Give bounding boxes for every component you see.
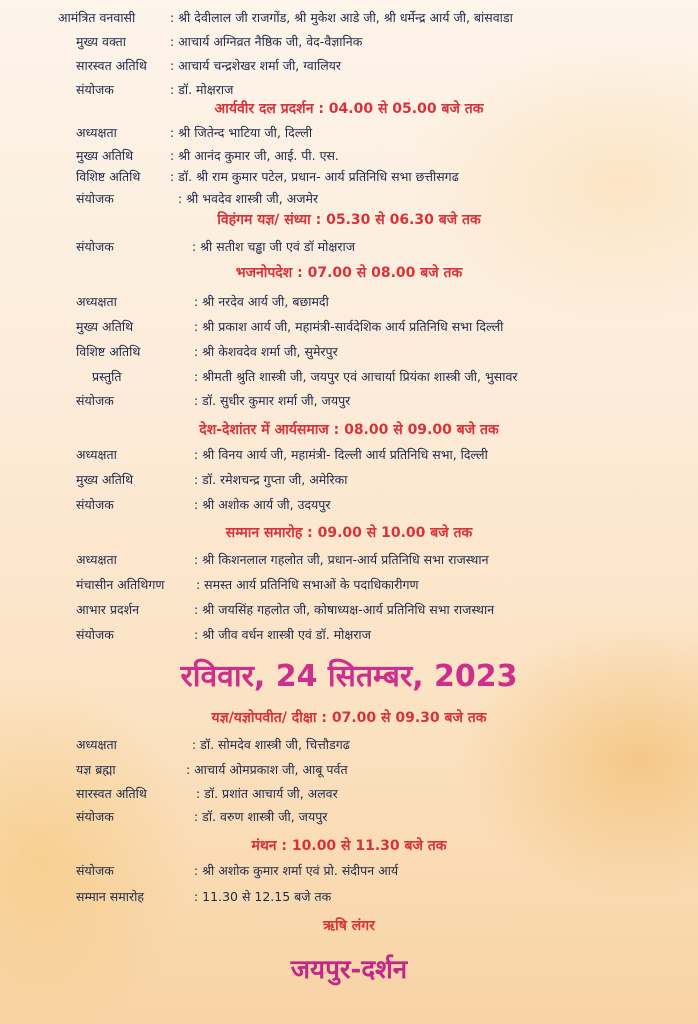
row-label: विशिष्ट अतिथि — [76, 344, 141, 359]
row-value: : श्री जीव वर्धन शास्त्री एवं डॉ. मोक्षराज — [194, 627, 371, 642]
schedule-row — [0, 860, 698, 882]
row-label: अध्यक्षता — [76, 552, 117, 567]
row-label: सम्मान समारोह — [76, 889, 144, 904]
row-label: संयोजक — [76, 497, 114, 512]
row-value: : डॉ. प्रशांत आचार्य जी, अलवर — [196, 786, 338, 801]
schedule-row — [0, 366, 698, 388]
row-value: : श्री जितेन्द भाटिया जी, दिल्ली — [170, 125, 313, 140]
schedule-row — [0, 549, 698, 571]
row-value: : डॉ. रमेशचन्द्र गुप्ता जी, अमेरिका — [194, 472, 348, 487]
row-label: संयोजक — [76, 82, 114, 97]
row-label: संयोजक — [76, 863, 114, 878]
row-label: प्रस्तुति — [92, 369, 122, 384]
row-value: : श्री किशनलाल गहलोत जी, प्रधान-आर्य प्रतिनिधि सभा राजस्थान — [194, 552, 489, 567]
row-label: मुख्य अतिथि — [76, 472, 134, 487]
row-value: : डॉ. श्री राम कुमार पटेल, प्रधान- आर्य प्रतिनिधि सभा छत्तीसगढ — [170, 169, 459, 184]
schedule-row — [0, 444, 698, 466]
schedule-row — [0, 145, 698, 167]
schedule-row — [0, 624, 698, 646]
row-value: : श्री जयसिंह गहलोत जी, कोषाध्यक्ष-आर्य प्रतिनिधि सभा राजस्थान — [194, 602, 495, 617]
row-value: : आचार्य ओमप्रकाश जी, आबू पर्वत — [186, 762, 348, 777]
row-value: : श्री अशोक आर्य जी, उदयपुर — [194, 497, 331, 512]
row-value: : श्री केशवदेव शर्मा जी, सुमेरपुर — [194, 344, 338, 359]
schedule-row — [0, 291, 698, 313]
schedule-row — [0, 886, 698, 908]
schedule-row — [0, 574, 698, 596]
row-value: : 11.30 से 12.15 बजे तक — [194, 889, 332, 904]
row-label: संयोजक — [76, 393, 114, 408]
schedule-row — [0, 494, 698, 516]
row-label: मुख्य वक्ता — [76, 34, 127, 49]
section-heading: सम्मान समारोह : 09.00 से 10.00 बजे तक — [225, 525, 473, 541]
schedule-row — [0, 599, 698, 621]
row-label: मुख्य अतिथि — [76, 319, 134, 334]
row-value: : आचार्य चन्द्रशेखर शर्मा जी, ग्वालियर — [170, 58, 342, 73]
row-label: अध्यक्षता — [76, 447, 117, 462]
schedule-row — [0, 236, 698, 258]
schedule-row — [0, 469, 698, 491]
section-heading: विहंगम यज्ञ/ संध्या : 05.30 से 06.30 बजे तक — [217, 212, 481, 228]
row-label: मुख्य अतिथि — [76, 148, 134, 163]
row-value: : श्री अशोक कुमार शर्मा एवं प्रो. संदीपन आर्य — [194, 863, 399, 878]
section-heading: आर्यवीर दल प्रदर्शन : 04.00 से 05.00 बजे तक — [214, 101, 484, 117]
schedule-row — [0, 122, 698, 144]
row-label: अध्यक्षता — [76, 294, 117, 309]
row-label: यज्ञ ब्रह्मा — [76, 762, 116, 777]
row-label: आमंत्रित वनवासी — [58, 10, 136, 25]
row-label: विशिष्ट अतिथि — [76, 169, 141, 184]
schedule-row — [0, 55, 698, 77]
section-heading: देश-देशांतर में आर्यसमाज : 08.00 से 09.00 बजे तक — [199, 422, 499, 438]
row-label: मंचासीन अतिथिगण — [76, 577, 165, 592]
day-heading: रविवार, 24 सितम्बर, 2023 — [180, 659, 518, 694]
row-value: : डॉ. सुधीर कुमार शर्मा जी, जयपुर — [194, 393, 351, 408]
schedule-row — [0, 783, 698, 805]
row-label: संयोजक — [76, 191, 114, 206]
row-value: : डॉ. मोक्षराज — [170, 82, 234, 97]
schedule-row — [0, 7, 698, 29]
schedule-row — [0, 390, 698, 412]
row-value: : डॉ. सोमदेव शास्त्री जी, चित्तौडगढ — [192, 737, 350, 752]
section-heading: मंथन : 10.00 से 11.30 बजे तक — [251, 838, 447, 854]
schedule-row — [0, 759, 698, 781]
row-value: : श्री आनंद कुमार जी, आई. पी. एस. — [170, 148, 339, 163]
row-value: : आचार्य अग्निव्रत नैष्ठिक जी, वेद-वैज्ञानिक — [170, 34, 363, 49]
row-value: : डॉ. वरुण शास्त्री जी, जयपुर — [194, 809, 328, 824]
row-label: अध्यक्षता — [76, 125, 117, 140]
row-label: सारस्वत अतिथि — [76, 786, 147, 801]
schedule-row — [0, 734, 698, 756]
schedule-row — [0, 341, 698, 363]
schedule-row — [0, 188, 698, 210]
row-label: आभार प्रदर्शन — [76, 602, 140, 617]
section-heading: यज्ञ/यज्ञोपवीत/ दीक्षा : 07.00 से 09.30 बजे तक — [211, 710, 487, 726]
schedule-row — [0, 316, 698, 338]
row-label: संयोजक — [76, 239, 114, 254]
row-value: : श्री देवीलाल जी राजगोंड, श्री मुकेश आडे जी, श्री धर्मेन्द्र आर्य जी, बांसवाडा — [170, 10, 513, 25]
row-label: अध्यक्षता — [76, 737, 117, 752]
jaipur-darshan-heading: जयपुर-दर्शन — [290, 955, 408, 985]
schedule-row — [0, 806, 698, 828]
row-value: : श्रीमती श्रुति शास्त्री जी, जयपुर एवं आचार्या प्रियंका शास्त्री जी, भुसावर — [194, 369, 518, 384]
row-label: सारस्वत अतिथि — [76, 58, 147, 73]
row-value: : श्री प्रकाश आर्य जी, महामंत्री-सार्वदेशिक आर्य प्रतिनिधि सभा दिल्ली — [194, 319, 504, 334]
row-value: : श्री नरदेव आर्य जी, बछामदी — [194, 294, 329, 309]
schedule-row — [0, 31, 698, 53]
schedule-row — [0, 166, 698, 188]
row-label: संयोजक — [76, 627, 114, 642]
section-heading: भजनोपदेश : 07.00 से 08.00 बजे तक — [235, 265, 463, 281]
row-value: : श्री सतीश चड्ढा जी एवं डॉ मोक्षराज — [192, 239, 355, 254]
row-value: : श्री विनय आर्य जी, महामंत्री- दिल्ली आर्य प्रतिनिधि सभा, दिल्ली — [194, 447, 488, 462]
row-label: संयोजक — [76, 809, 114, 824]
rishi-langar-heading: ऋषि लंगर — [323, 918, 375, 934]
row-value: : समस्त आर्य प्रतिनिधि सभाओं के पदाधिकारीगण — [196, 577, 419, 592]
row-value: : श्री भवदेव शास्त्री जी, अजमेर — [178, 191, 319, 206]
